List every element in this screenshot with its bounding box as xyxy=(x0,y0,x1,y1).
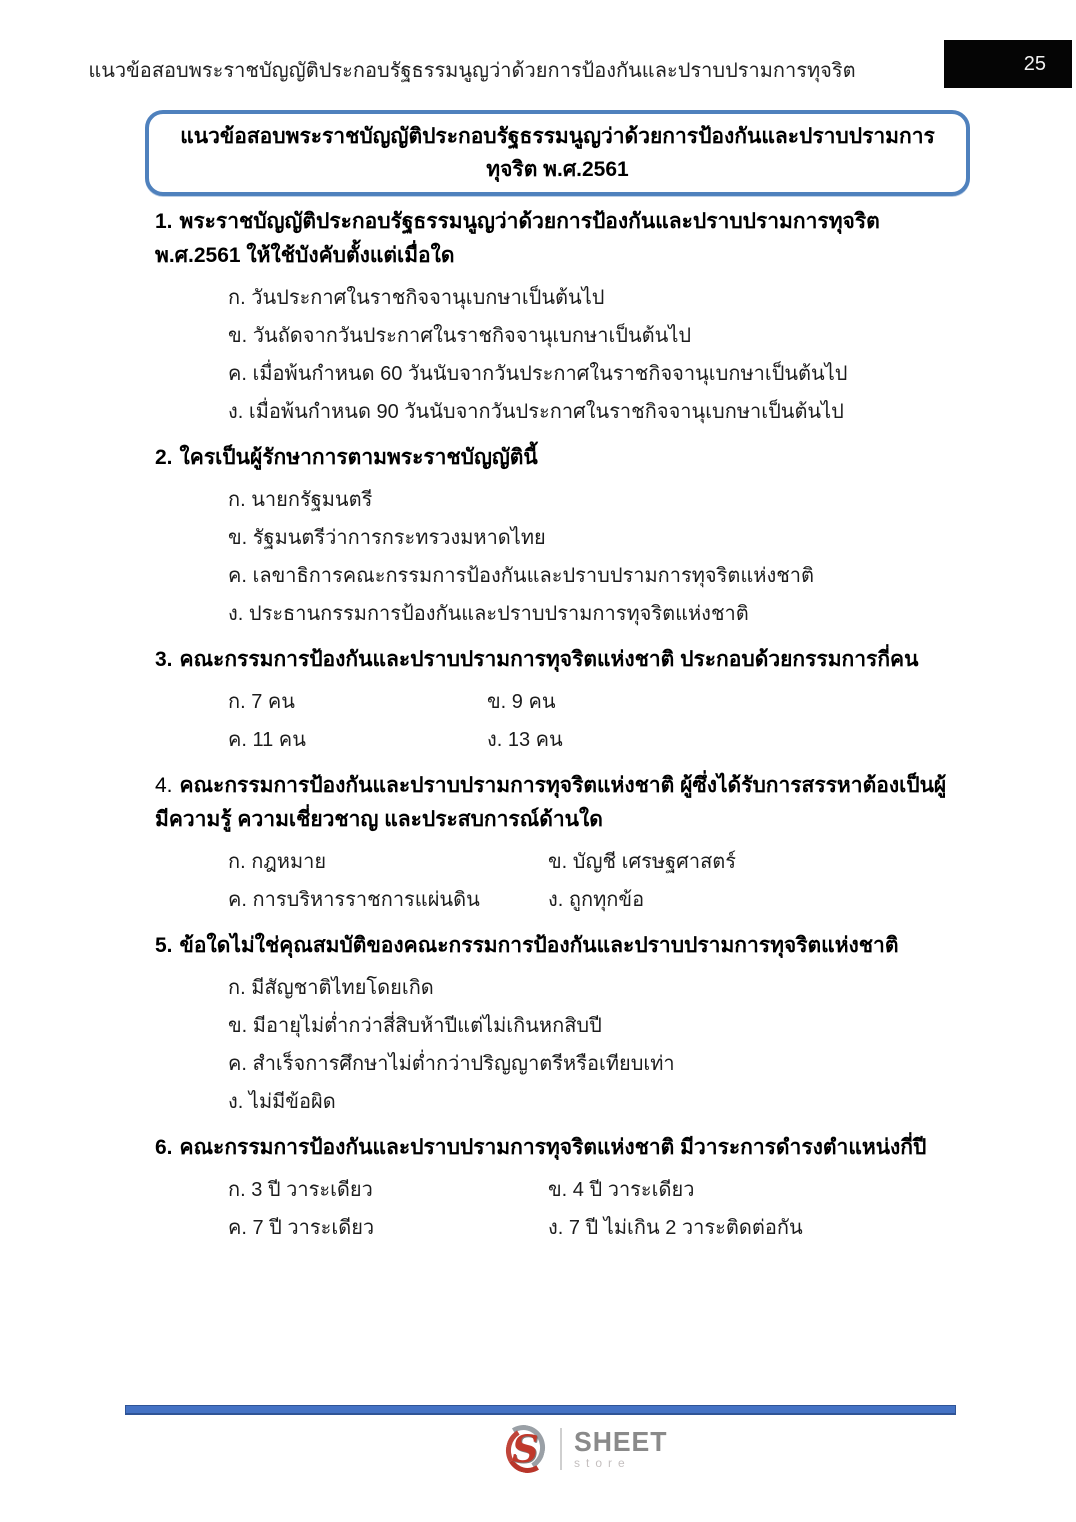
option-c: ค. เมื่อพ้นกำหนด 60 วันนับจากวันประกาศในราชกิจจานุเบกษาเป็นต้นไป xyxy=(228,363,848,385)
sheet-store-logo xyxy=(500,1424,672,1474)
option-b: ข. มีอายุไม่ต่ำกว่าสี่สิบห้าปีแต่ไม่เกินหกสิบปี xyxy=(228,1015,602,1037)
logo-subtext: store xyxy=(574,1455,631,1470)
question-3-title xyxy=(155,643,955,677)
question-2 xyxy=(155,441,955,633)
title-box xyxy=(145,110,970,196)
question-text: คณะกรรมการป้องกันและปราบปรามการทุจริตแห่งชาติ ผู้ซึ่งได้รับการสรรหาต้องเป็นผู้มีความรู้ ความเชี่ยวชาญ และประสบการณ์ด้านใด xyxy=(155,774,947,831)
question-text: ใครเป็นผู้รักษาการตามพระราชบัญญัตินี้ xyxy=(179,446,538,469)
option-c: ค. สำเร็จการศึกษาไม่ต่ำกว่าปริญญาตรีหรือเทียบเท่า xyxy=(228,1053,675,1075)
page-number: 25 xyxy=(1023,52,1046,75)
option-d: ง. 7 ปี ไม่เกิน 2 วาระติดต่อกัน xyxy=(548,1217,803,1239)
question-number: 5. xyxy=(155,934,173,957)
question-4-title xyxy=(155,769,955,837)
option-c: ค. เลขาธิการคณะกรรมการป้องกันและปราบปรามการทุจริตแห่งชาติ xyxy=(228,565,815,587)
question-6-options xyxy=(155,1171,955,1247)
question-1 xyxy=(155,205,955,431)
question-number: 4. xyxy=(155,774,173,797)
question-5-options xyxy=(155,969,955,1121)
footer-divider-bar xyxy=(125,1405,956,1415)
page-number-badge xyxy=(944,40,1072,88)
question-2-title xyxy=(155,441,955,475)
question-number: 6. xyxy=(155,1136,173,1159)
question-2-options xyxy=(155,481,955,633)
question-text: คณะกรรมการป้องกันและปราบปรามการทุจริตแห่งชาติ ประกอบด้วยกรรมการกี่คน xyxy=(179,648,919,671)
question-6-title xyxy=(155,1131,955,1165)
question-3 xyxy=(155,643,955,759)
option-d: ง. ถูกทุกข้อ xyxy=(548,889,645,911)
option-b: ข. 4 ปี วาระเดียว xyxy=(548,1179,695,1201)
question-4-options xyxy=(155,843,955,919)
document-title: แนวข้อสอบพระราชบัญญัติประกอบรัฐธรรมนูญว่าด้วยการป้องกันและปราบปรามการทุจริต พ.ศ.2561 xyxy=(180,125,935,181)
logo-text-block xyxy=(574,1425,672,1470)
option-b: ข. รัฐมนตรีว่าการกระทรวงมหาดไทย xyxy=(228,527,546,549)
option-a: ก. นายกรัฐมนตรี xyxy=(228,489,373,511)
option-c: ค. 7 ปี วาระเดียว xyxy=(228,1217,375,1239)
question-number: 3. xyxy=(155,648,173,671)
option-c: ค. 11 คน xyxy=(228,729,306,751)
option-a: ก. กฎหมาย xyxy=(228,851,327,873)
option-d: ง. เมื่อพ้นกำหนด 90 วันนับจากวันประกาศในราชกิจจานุเบกษาเป็นต้นไป xyxy=(228,401,844,423)
logo-letter: S xyxy=(512,1427,539,1471)
option-d: ง. ประธานกรรมการป้องกันและปราบปรามการทุจริตแห่งชาติ xyxy=(228,603,749,625)
question-text: พระราชบัญญัติประกอบรัฐธรรมนูญว่าด้วยการป้องกันและปราบปรามการทุจริต พ.ศ.2561 ให้ใช้บังคับตั้งแต่เมื่อใด xyxy=(155,210,880,267)
option-d: ง. ไม่มีข้อผิด xyxy=(228,1091,336,1113)
question-4 xyxy=(155,769,955,919)
question-3-options xyxy=(155,683,955,759)
questions-list xyxy=(155,205,955,1257)
sheet-store-s-icon xyxy=(500,1424,552,1474)
question-5 xyxy=(155,929,955,1121)
option-a: ก. 3 ปี วาระเดียว xyxy=(228,1179,373,1201)
logo-divider xyxy=(560,1428,562,1470)
question-number: 2. xyxy=(155,446,173,469)
question-6 xyxy=(155,1131,955,1247)
question-5-title xyxy=(155,929,955,963)
running-header-title: แนวข้อสอบพระราชบัญญัติประกอบรัฐธรรมนูญว่าด้วยการป้องกันและปราบปรามการทุจริต xyxy=(88,60,856,82)
option-b: ข. วันถัดจากวันประกาศในราชกิจจานุเบกษาเป็นต้นไป xyxy=(228,325,692,347)
question-text: ข้อใดไม่ใช่คุณสมบัติของคณะกรรมการป้องกันและปราบปรามการทุจริตแห่งชาติ xyxy=(179,934,899,957)
question-1-title xyxy=(155,205,955,273)
option-a: ก. 7 คน xyxy=(228,691,295,713)
option-d: ง. 13 คน xyxy=(487,729,563,751)
question-number: 1. xyxy=(155,210,173,233)
option-a: ก. มีสัญชาติไทยโดยเกิด xyxy=(228,977,434,999)
question-1-options xyxy=(155,279,955,431)
option-b: ข. 9 คน xyxy=(487,691,556,713)
option-a: ก. วันประกาศในราชกิจจานุเบกษาเป็นต้นไป xyxy=(228,287,605,309)
logo-name: SHEET xyxy=(574,1425,668,1457)
option-b: ข. บัญชี เศรษฐศาสตร์ xyxy=(548,851,737,873)
option-c: ค. การบริหารราชการแผ่นดิน xyxy=(228,889,480,911)
question-text: คณะกรรมการป้องกันและปราบปรามการทุจริตแห่งชาติ มีวาระการดำรงตำแหน่งกี่ปี xyxy=(179,1136,927,1159)
